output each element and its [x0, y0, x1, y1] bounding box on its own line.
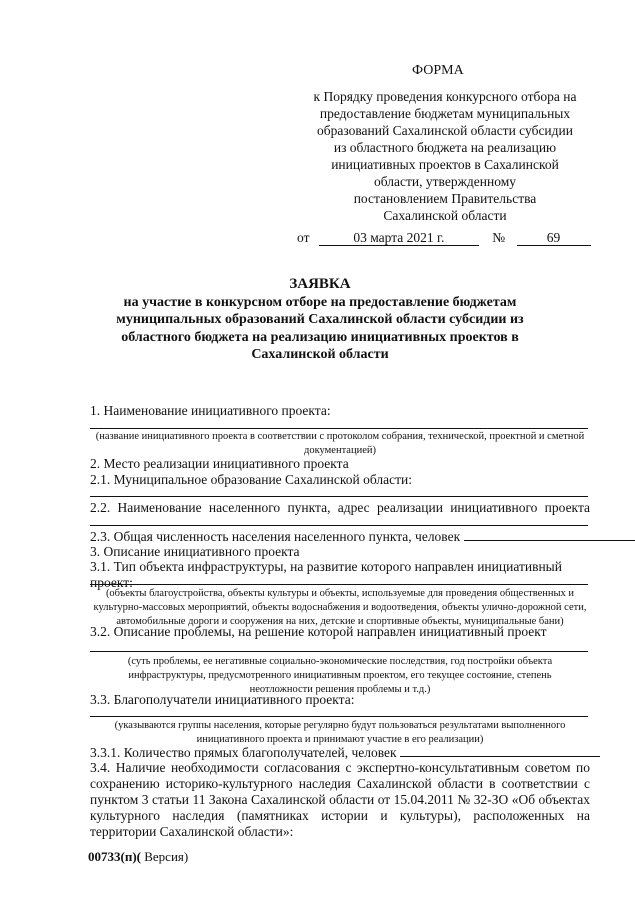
section-3-3-1-row	[90, 744, 590, 761]
section-3-3-1-label: 3.3.1. Количество прямых благополучателей, человек	[90, 745, 397, 760]
section-2-3-row	[90, 528, 590, 545]
title-line: Сахалинской области	[251, 347, 389, 362]
order-line: образований Сахалинской области субсидии	[317, 123, 573, 138]
section-3-3-label: 3.3. Благополучатели инициативного проекта:	[90, 692, 355, 707]
order-line: области, утвержденному	[374, 174, 516, 189]
number-label: №	[492, 230, 506, 245]
direct-beneficiaries-field[interactable]	[400, 744, 600, 757]
section-2-2-label: 2.2. Наименование населенного пункта, адрес реализации инициативного проекта	[90, 500, 590, 515]
section-3-1-label: 3.1. Тип объекта инфраструктуры, на развитие которого направлен инициативный проект:	[90, 559, 562, 590]
order-line: инициативных проектов в Сахалинской	[331, 157, 559, 172]
page-title: ЗАЯВКА	[289, 276, 351, 292]
application-title	[60, 276, 580, 364]
title-line: муниципальных образований Сахалинской области субсидии из	[116, 312, 524, 327]
title-line: на участие в конкурсном отборе на предоставление бюджетам	[123, 294, 517, 310]
document-code	[88, 849, 188, 865]
document-code-number: 00733(п)(	[88, 849, 141, 864]
section-1-note: (название инициативного проекта в соответствии с протоколом собрания, технической, проектной и сметной документацией)	[95, 431, 585, 456]
section-3-label: 3. Описание инициативного проекта	[90, 544, 300, 559]
section-2-1-label: 2.1. Муниципальное образование Сахалинской области:	[90, 472, 413, 487]
section-2-label: 2. Место реализации инициативного проекта	[90, 456, 349, 471]
order-line: Сахалинской области	[383, 208, 507, 223]
order-line: из областного бюджета на реализацию	[333, 140, 557, 155]
section-2-3-label: 2.3. Общая численность населения населенного пункта, человек	[90, 529, 461, 544]
order-date-row	[297, 230, 591, 246]
section-3-1-note: (объекты благоустройства, объекты культуры и объекты, используемые для проведения общественных и культурно-массовых мероприятий, объекты водоснабжения и водоотведения, объекты улично-дорожной сети, автомобильные дороги и сооружения на них, детские и спортивные объекты, муниципальные бани)	[93, 588, 587, 627]
order-line: постановлением Правительства	[353, 191, 537, 206]
section-3-3-note: (указываются группы населения, которые регулярно будут пользоваться результатами выполненного инициативного проекта и принимают участие в его реализации)	[114, 720, 566, 745]
settlement-address-field[interactable]	[90, 525, 588, 526]
section-3-4-text: 3.4. Наличие необходимости согласования с экспертно-консультативным советом по сохранению историко-культурного наследия Сахалинской области в соответствии с пунктом 3 статьи 11 Закона Сахалинской области от 15.04.2011 № 32-ЗО «Об объектах культурного наследия (памятниках истории и культуры), расположенных на территории Сахалинской области»:	[90, 760, 590, 839]
section-3-2-label: 3.2. Описание проблемы, на решение которой направлен инициативный проект	[90, 624, 547, 639]
problem-description-field[interactable]	[90, 651, 588, 652]
section-1-label: 1. Наименование инициативного проекта:	[90, 403, 331, 418]
section-3-2-note: (суть проблемы, ее негативные социально-экономические последствия, год постройки объекта инфраструктуры, предусмотренного инициативным проектом, его текущее состояние, степень неотложности решения проблемы и т.д.)	[127, 656, 553, 695]
order-date: 03 марта 2021 г.	[319, 231, 479, 246]
infrastructure-type-field[interactable]	[90, 584, 588, 585]
order-reference	[270, 88, 620, 224]
form-label: ФОРМА	[412, 63, 464, 78]
project-name-field[interactable]	[90, 428, 588, 429]
document-version: Версия)	[140, 849, 189, 864]
population-field[interactable]	[464, 528, 635, 541]
order-number: 69	[517, 231, 591, 246]
from-label: от	[297, 230, 310, 245]
order-line: предоставление бюджетам муниципальных	[319, 106, 571, 121]
municipality-field[interactable]	[90, 496, 588, 497]
title-line: областного бюджета на реализацию инициативных проектов в	[121, 329, 519, 345]
beneficiaries-field[interactable]	[90, 716, 588, 717]
order-line: к Порядку проведения конкурсного отбора на	[313, 89, 577, 104]
